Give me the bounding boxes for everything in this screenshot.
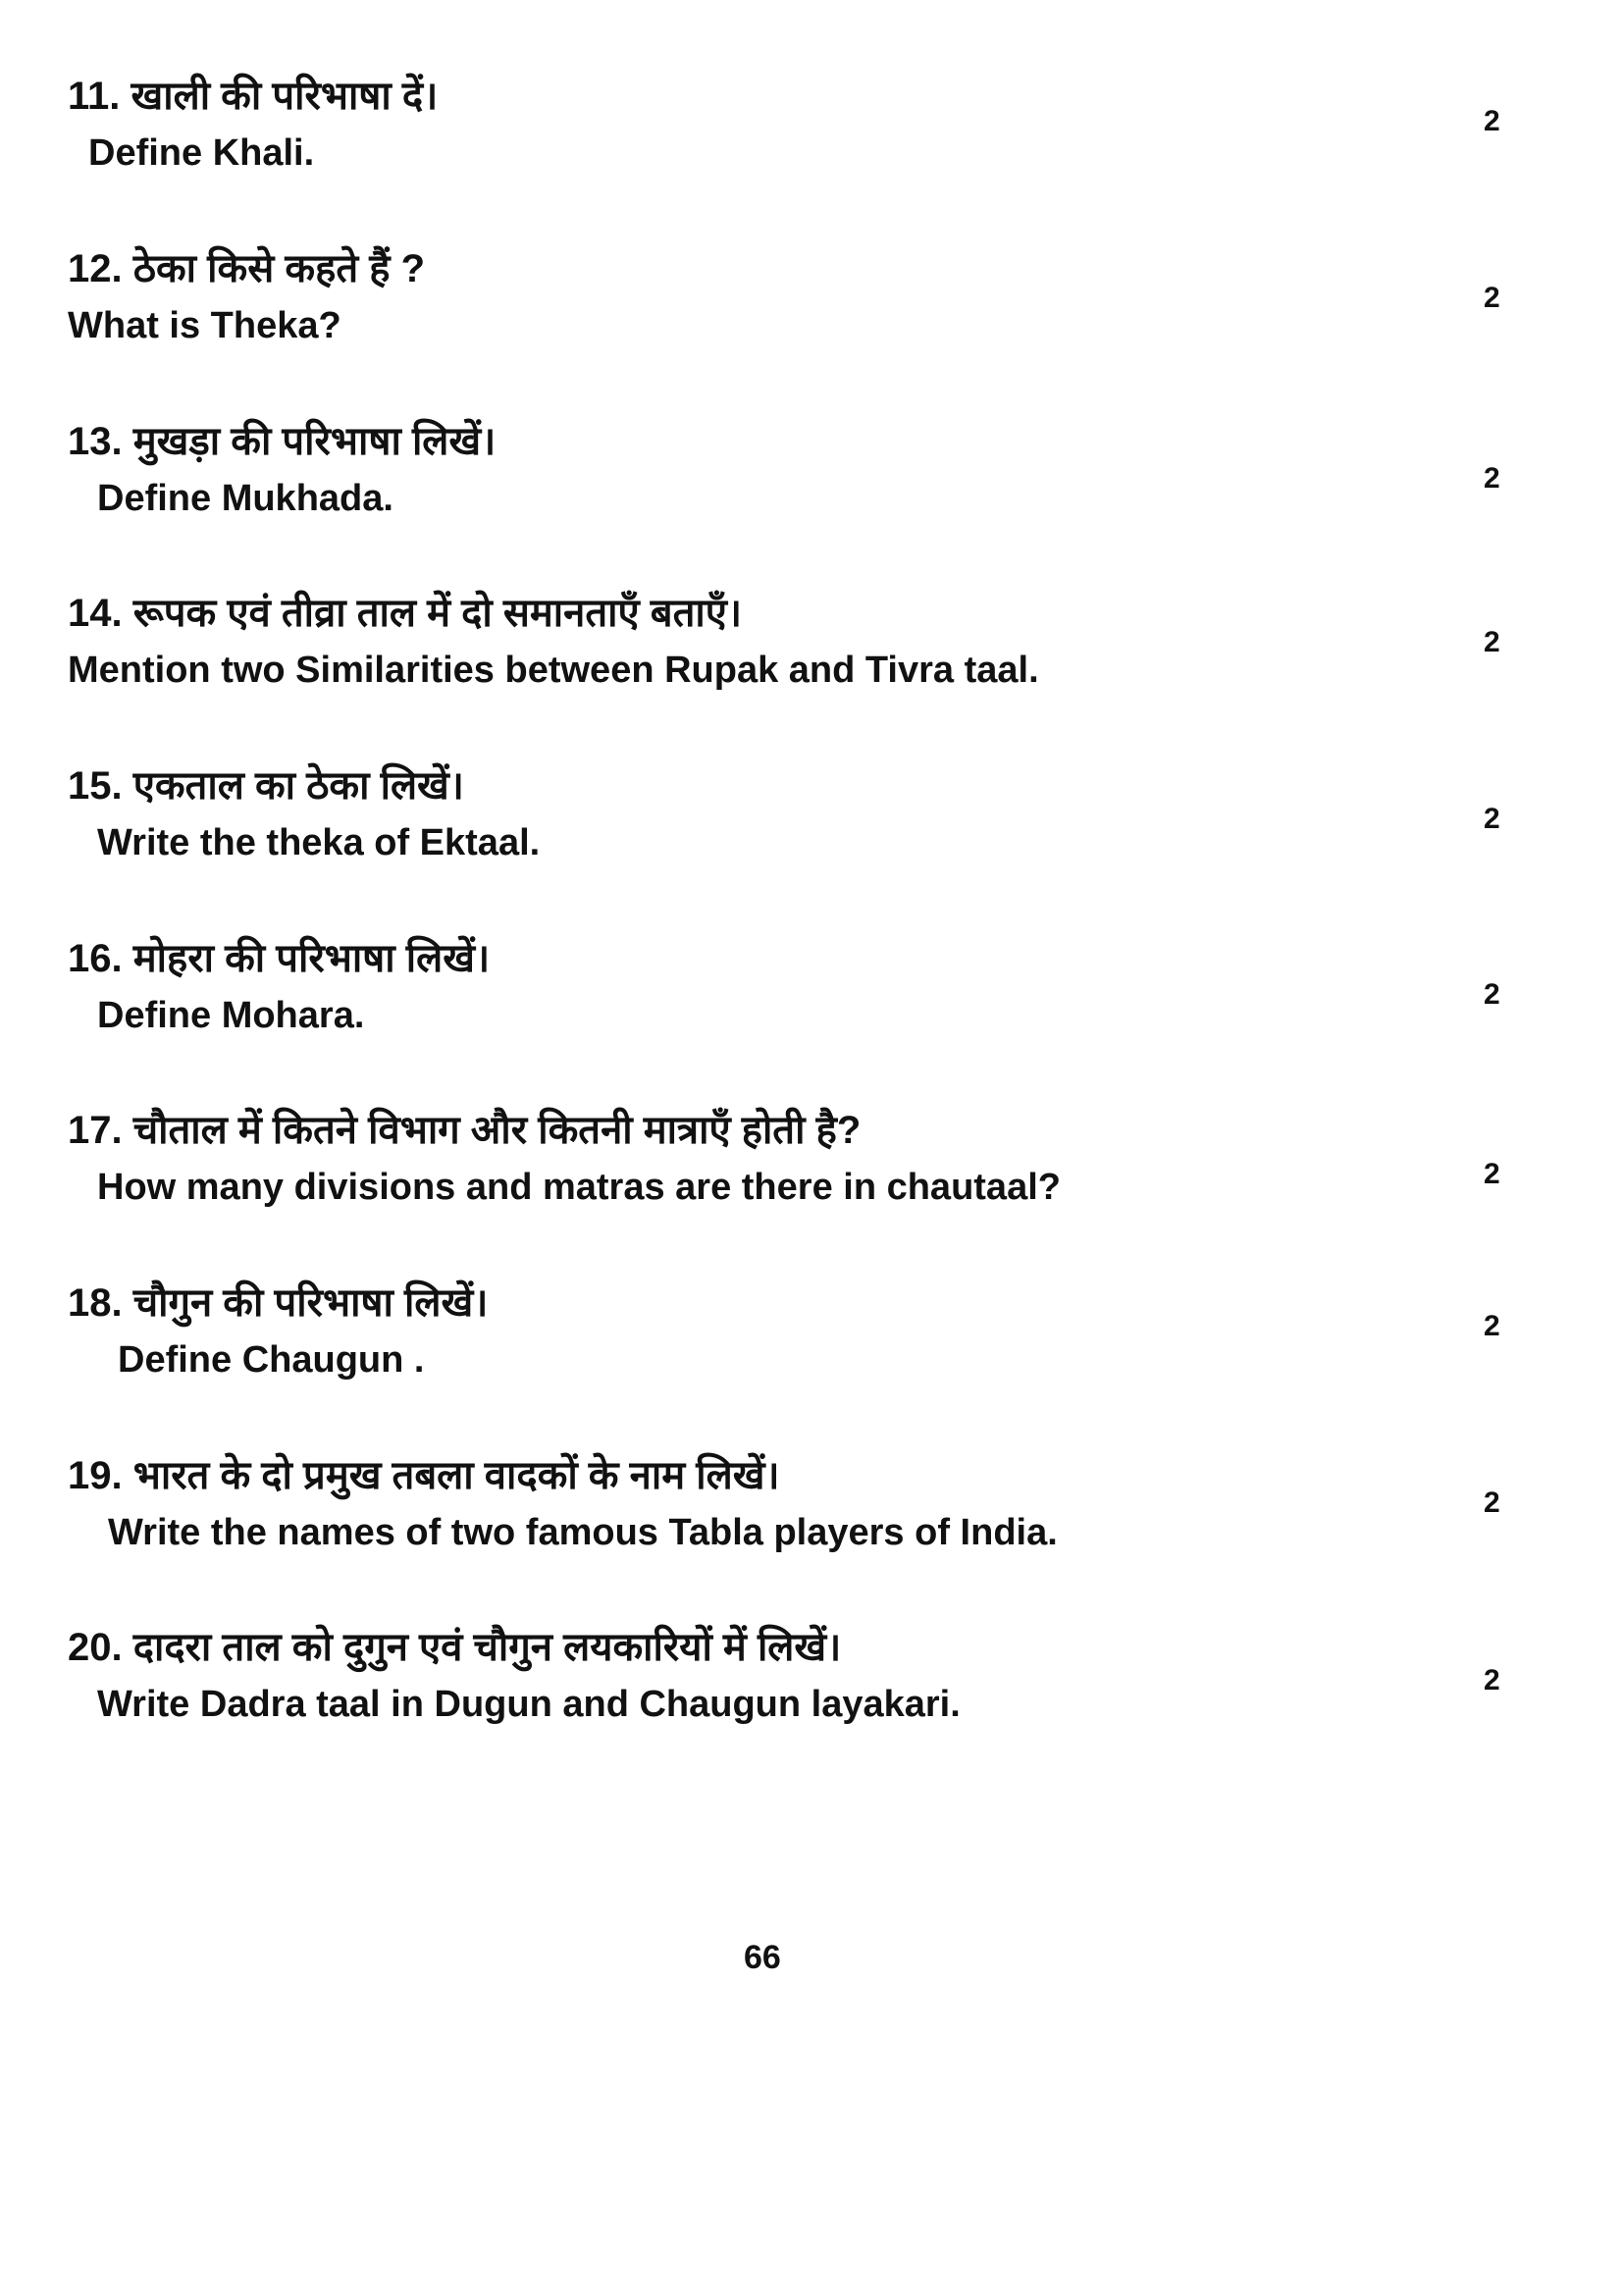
- question-marks: 2: [1484, 626, 1500, 658]
- question-english: Define Chaugun .: [118, 1339, 425, 1381]
- question-marks: 2: [1484, 978, 1500, 1011]
- question-hindi: 20. दादरा ताल को दुगुन एवं चौगुन लयकारियों में लिखें।: [68, 1626, 842, 1669]
- question-marks: 2: [1484, 1310, 1500, 1342]
- question-marks: 2: [1484, 803, 1500, 835]
- question-hindi: 16. मोहरा की परिभाषा लिखें।: [68, 937, 491, 980]
- question-english: Write the theka of Ektaal.: [97, 822, 541, 863]
- question-english: Write Dadra taal in Dugun and Chaugun layakari.: [97, 1684, 961, 1725]
- question-english: How many divisions and matras are there in chautaal?: [97, 1167, 1061, 1208]
- question-hindi: 12. ठेका किसे कहते हैं ?: [68, 247, 426, 290]
- page-number: 66: [744, 1939, 781, 1976]
- question-english: Mention two Similarities between Rupak and Tivra taal.: [68, 650, 1039, 691]
- question-english: Write the names of two famous Tabla players of India.: [108, 1512, 1058, 1553]
- question-hindi: 11. खाली की परिभाषा दें।: [68, 75, 439, 118]
- question-hindi: 18. चौगुन की परिभाषा लिखें।: [68, 1281, 489, 1325]
- question-marks: 2: [1484, 282, 1500, 314]
- question-hindi: 14. रूपक एवं तीव्रा ताल में दो समानताएँ बताएँ।: [68, 592, 743, 635]
- question-marks: 2: [1484, 105, 1500, 137]
- question-hindi: 15. एकताल का ठेका लिखें।: [68, 764, 464, 808]
- question-english: Define Mohara.: [97, 995, 365, 1036]
- question-english: Define Mukhada.: [97, 478, 393, 519]
- question-marks: 2: [1484, 1664, 1500, 1696]
- question-english: What is Theka?: [68, 305, 341, 346]
- question-marks: 2: [1484, 1487, 1500, 1519]
- question-marks: 2: [1484, 462, 1500, 495]
- question-hindi: 13. मुखड़ा की परिभाषा लिखें।: [68, 420, 497, 463]
- question-english: Define Khali.: [88, 132, 315, 174]
- question-marks: 2: [1484, 1158, 1500, 1190]
- question-hindi: 17. चौताल में कितने विभाग और कितनी मात्राएँ होती है?: [68, 1109, 862, 1152]
- question-hindi: 19. भारत के दो प्रमुख तबला वादकों के नाम लिखें।: [68, 1454, 780, 1497]
